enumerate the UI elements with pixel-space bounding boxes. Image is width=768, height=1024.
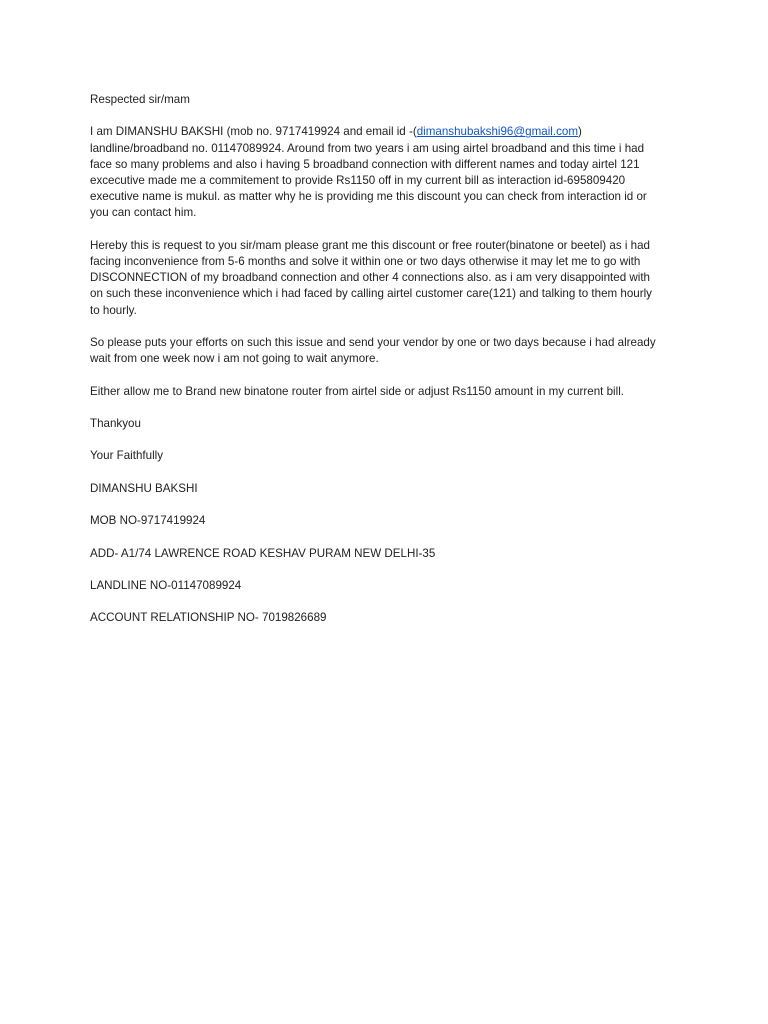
intro-line: excecutive made me a commitement to provide Rs1150 off in my current bill as interaction id-695809420 [90,174,626,187]
signature-name: DIMANSHU BAKSHI [90,481,198,495]
letter-body [90,92,682,643]
salutation: Respected sir/mam [90,93,190,106]
request-line: to hourly. [90,303,137,317]
intro-text: I am DIMANSHU BAKSHI (mob no. 9717419924 and email id -( [90,125,417,139]
request-line: facing inconvenience from 5-6 months and solve it within one or two days otherwise it may let me to go with [90,255,641,268]
intro-line: face so many problems and also i having 5 broadband connection with different names and today airtel 121 [90,157,640,171]
request-line: DISCONNECTION of my broadband connection and other 4 connections also. as i am very disappointed with [90,271,651,285]
signature-account: ACCOUNT RELATIONSHIP NO- 7019826689 [90,611,327,625]
signature-landline: LANDLINE NO-01147089924 [90,578,242,592]
paragraph-urgency [90,335,682,367]
signature-address: ADD- A1/74 LAWRENCE ROAD KESHAV PURAM NEW DELHI-35 [90,546,436,560]
urgency-line: wait from one week now i am not going to wait anymore. [90,352,379,366]
request-line: on such these inconvenience which i had faced by calling airtel customer care(121) and talking to them hourly [90,287,652,301]
request-line: Hereby this is request to you sir/mam please grant me this discount or free router(binatone or beetel) as i had [90,238,650,252]
signature-mobile: MOB NO-9717419924 [90,514,206,528]
paragraph-options: Either allow me to Brand new binatone router from airtel side or adjust Rs1150 amount in my current bill. [90,384,624,398]
urgency-line: So please puts your efforts on such this issue and send your vendor by one or two days because i had already [90,336,656,349]
paragraph-request [90,238,682,319]
paragraph-introduction [90,124,682,221]
intro-line: landline/broadband no. 01147089924. Around from two years i am using airtel broadband and this time i had [90,141,645,155]
intro-line: executive name is mukul. as matter why he is providing me this discount you can check from interaction id or [90,190,647,204]
closing-line: Your Faithfully [90,449,164,463]
intro-text-close: ) [577,125,582,139]
intro-line: you can contact him. [90,206,197,220]
email-link[interactable]: dimanshubakshi96@gmail.com [416,125,578,139]
thanks-line: Thankyou [90,416,141,430]
